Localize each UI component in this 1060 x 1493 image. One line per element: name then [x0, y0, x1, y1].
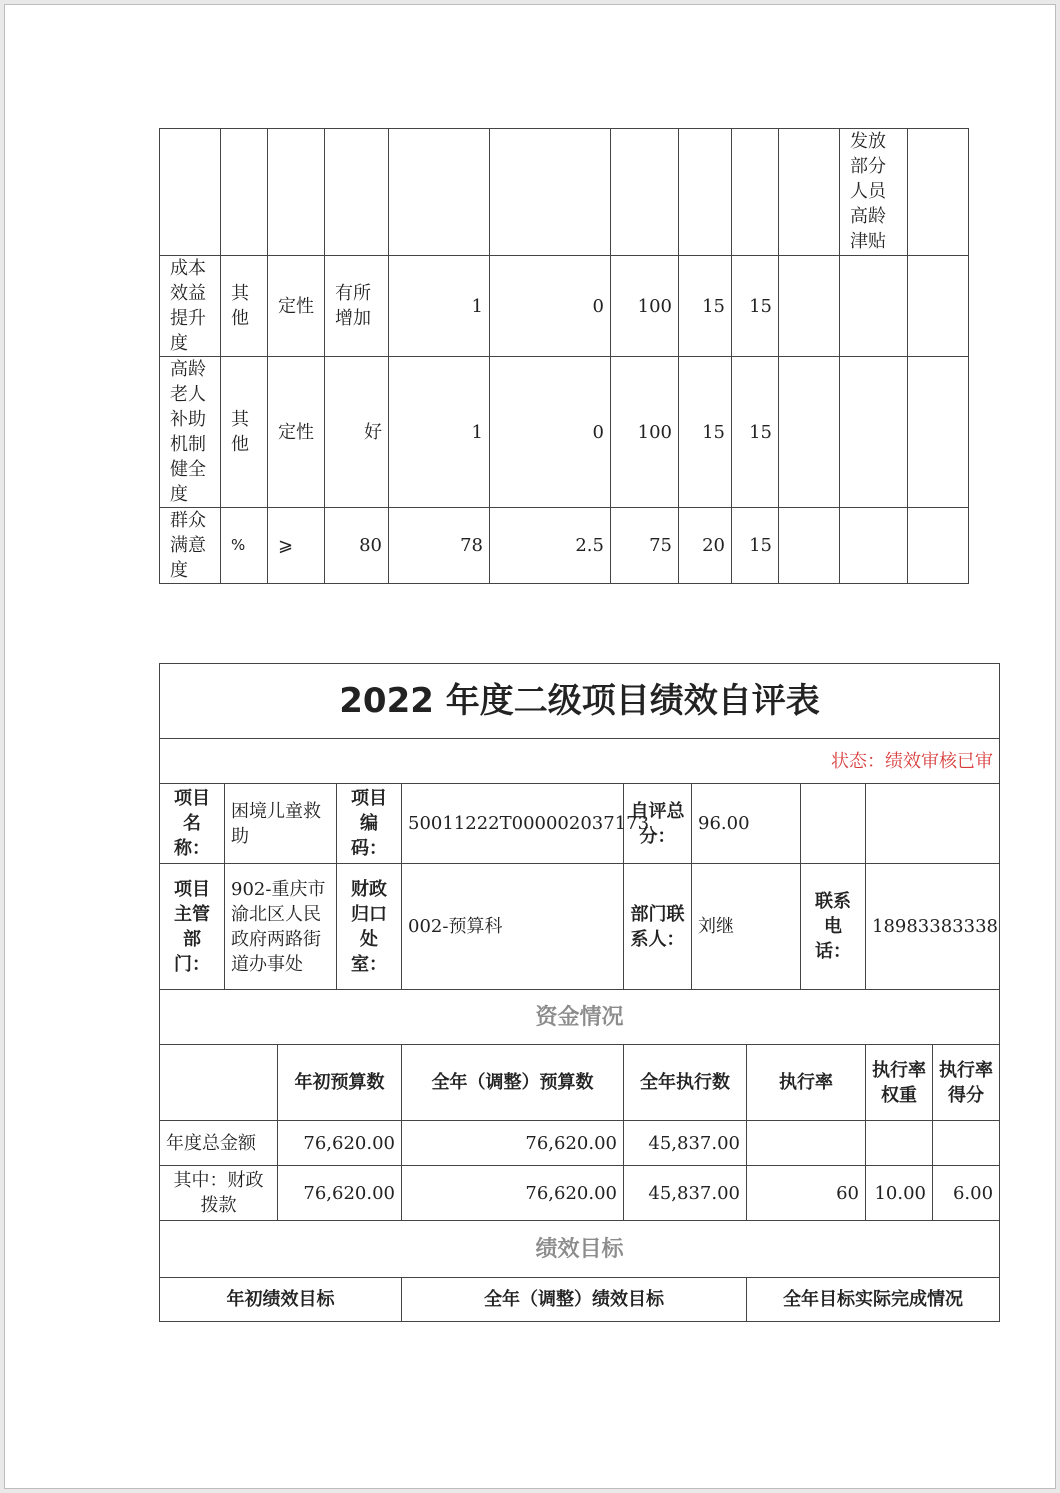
- value-cell: 75: [611, 508, 679, 584]
- contact-label: 部门联系人：: [624, 864, 692, 990]
- indicator-cell: 高龄老人补助机制健全度: [160, 357, 221, 508]
- value-cell: 2.5: [490, 508, 611, 584]
- goals-header: 全年目标实际完成情况: [747, 1278, 1000, 1322]
- funds-header: 执行率权重: [866, 1045, 933, 1121]
- funds-header: 全年（调整）预算数: [402, 1045, 624, 1121]
- top-row-note: 发放部分人员高龄津贴: [840, 129, 908, 256]
- funds-section-title: 资金情况: [160, 990, 1000, 1045]
- value-cell: 1: [389, 256, 490, 357]
- execution-rate: 60: [747, 1166, 866, 1221]
- amount-cell: 45,837.00: [624, 1121, 747, 1166]
- goals-header: 年初绩效目标: [160, 1278, 402, 1322]
- funds-header: 执行率: [747, 1045, 866, 1121]
- value-cell: 15: [732, 508, 779, 584]
- project-code-label: 项目编码：: [337, 784, 402, 864]
- score-value: 96.00: [692, 784, 801, 864]
- contact-value: 刘继: [692, 864, 801, 990]
- value-cell: 15: [732, 357, 779, 508]
- funds-header: 全年执行数: [624, 1045, 747, 1121]
- fiscal-label: 其中：财政拨款: [160, 1166, 278, 1221]
- type-cell: ⩾: [268, 508, 325, 584]
- finance-label: 财政归口处室：: [337, 864, 402, 990]
- type-cell: 定性: [268, 256, 325, 357]
- table-row: [160, 256, 969, 357]
- amount-cell: 45,837.00: [624, 1166, 747, 1221]
- target-cell: 80: [325, 508, 389, 584]
- goals-section-title: 绩效目标: [160, 1221, 1000, 1278]
- value-cell: 100: [611, 256, 679, 357]
- table-row: [160, 864, 1000, 990]
- table-row: [160, 1278, 1000, 1322]
- dept-label: 项目主管部门：: [160, 864, 225, 990]
- value-cell: 100: [611, 357, 679, 508]
- phone-label: 联系电话：: [801, 864, 866, 990]
- value-cell: 1: [389, 357, 490, 508]
- goals-header: 全年（调整）绩效目标: [402, 1278, 747, 1322]
- amount-cell: 76,620.00: [402, 1121, 624, 1166]
- category-cell: %: [221, 508, 268, 584]
- type-cell: 定性: [268, 357, 325, 508]
- performance-form-table: [159, 663, 1000, 1322]
- category-cell: 其他: [221, 256, 268, 357]
- upper-indicator-table: [159, 128, 969, 584]
- amount-cell: 76,620.00: [278, 1166, 402, 1221]
- table-row: [160, 1166, 1000, 1221]
- status-badge: 状态：绩效审核已审: [160, 739, 1000, 784]
- project-name-label: 项目名称：: [160, 784, 225, 864]
- execution-weight: 10.00: [866, 1166, 933, 1221]
- funds-header: 年初预算数: [278, 1045, 402, 1121]
- target-cell: 有所增加: [325, 256, 389, 357]
- form-title: 2022 年度二级项目绩效自评表: [160, 664, 1000, 739]
- value-cell: 15: [679, 357, 732, 508]
- value-cell: 20: [679, 508, 732, 584]
- amount-cell: 76,620.00: [402, 1166, 624, 1221]
- indicator-cell: 群众满意度: [160, 508, 221, 584]
- amount-cell: 76,620.00: [278, 1121, 402, 1166]
- score-label: 自评总分：: [624, 784, 692, 864]
- table-row: [160, 357, 969, 508]
- value-cell: 0: [490, 357, 611, 508]
- finance-value: 002-预算科: [402, 864, 624, 990]
- table-row: [160, 1045, 1000, 1121]
- table-row: [160, 129, 969, 256]
- table-row: [160, 1121, 1000, 1166]
- execution-score: 6.00: [933, 1166, 1000, 1221]
- value-cell: 15: [679, 256, 732, 357]
- indicator-cell: 成本效益提升度: [160, 256, 221, 357]
- project-name-value: 困境儿童救助: [225, 784, 337, 864]
- category-cell: 其他: [221, 357, 268, 508]
- value-cell: 78: [389, 508, 490, 584]
- table-row: [160, 508, 969, 584]
- value-cell: 15: [732, 256, 779, 357]
- phone-value: 18983383338: [866, 864, 1000, 990]
- total-label: 年度总金额: [160, 1121, 278, 1166]
- target-cell: 好: [325, 357, 389, 508]
- table-row: [160, 784, 1000, 864]
- dept-value: 902-重庆市渝北区人民政府两路街道办事处: [225, 864, 337, 990]
- funds-header: 执行率得分: [933, 1045, 1000, 1121]
- value-cell: 0: [490, 256, 611, 357]
- project-code-value: 50011222T000002037173: [402, 784, 624, 864]
